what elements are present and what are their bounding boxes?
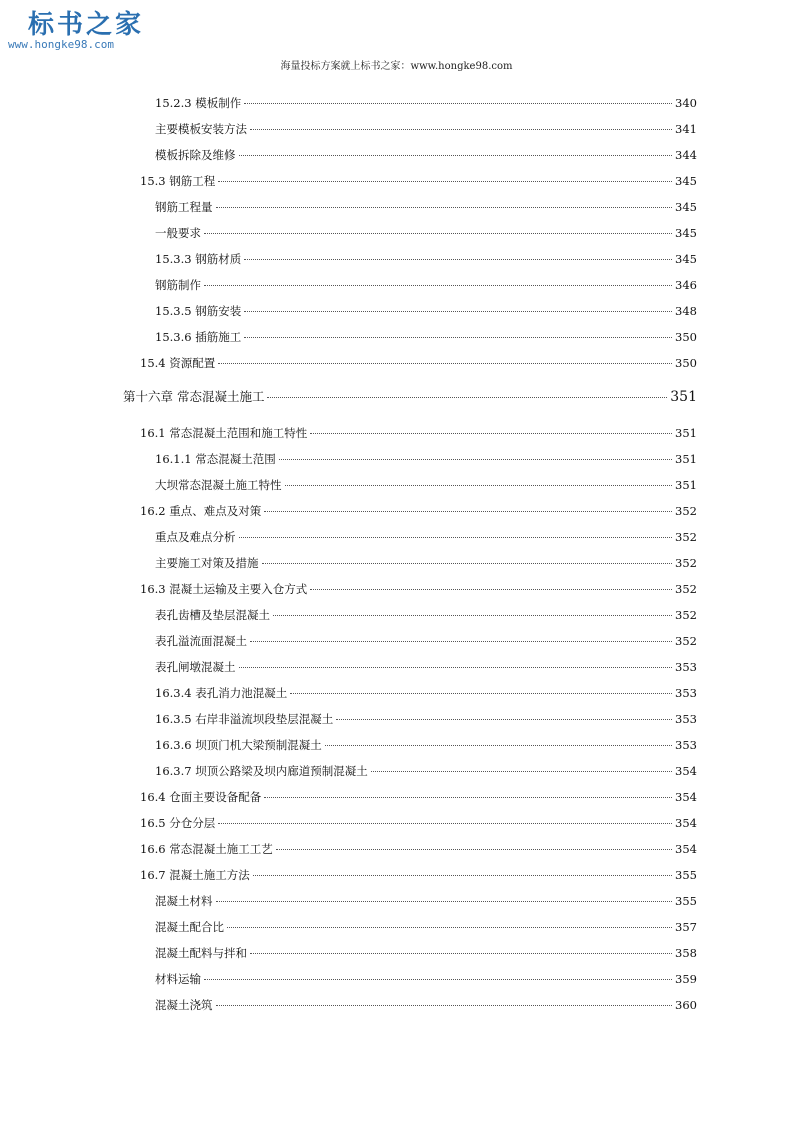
toc-dot-leader (244, 311, 672, 312)
logo-title: 标书之家 (28, 10, 145, 40)
toc-entry-page-number: 352 (675, 582, 697, 596)
toc-entry[interactable] (140, 356, 697, 370)
toc-dot-leader (216, 207, 673, 208)
toc-entry-page-number: 353 (675, 712, 697, 726)
toc-entry-page-number: 345 (675, 226, 697, 240)
toc-entry-label: 表孔齿槽及垫层混凝土 (155, 608, 270, 622)
toc-entry[interactable] (155, 894, 697, 908)
toc-entry-page-number: 354 (675, 764, 697, 778)
toc-entry[interactable] (140, 582, 697, 596)
toc-entry-page-number: 346 (675, 278, 697, 292)
toc-dot-leader (250, 953, 672, 954)
toc-dot-leader (250, 129, 672, 130)
toc-dot-leader (264, 797, 672, 798)
toc-entry-label: 16.3.5 右岸非溢流坝段垫层混凝土 (155, 712, 334, 726)
toc-entry-label: 15.3.6 插筋施工 (155, 330, 242, 344)
toc-entry-page-number: 351 (675, 426, 697, 440)
toc-entry-label: 16.3 混凝土运输及主要入仓方式 (140, 582, 308, 596)
toc-entry[interactable] (140, 504, 697, 518)
toc-entry-label: 模板拆除及维修 (155, 148, 236, 162)
toc-dot-leader (244, 103, 672, 104)
toc-entry-page-number: 350 (675, 356, 697, 370)
toc-entry-label: 表孔溢流面混凝土 (155, 634, 247, 648)
toc-entry-label: 第十六章 常态混凝土施工 (123, 389, 265, 404)
toc-entry-page-number: 353 (675, 660, 697, 674)
toc-entry[interactable] (155, 946, 697, 960)
toc-entry-label: 重点及难点分析 (155, 530, 236, 544)
toc-entry-page-number: 341 (675, 122, 697, 136)
toc-entry-page-number: 340 (675, 96, 697, 110)
toc-entry[interactable] (155, 304, 697, 318)
toc-entry-page-number: 352 (675, 634, 697, 648)
toc-entry-label: 主要模板安装方法 (155, 122, 247, 136)
toc-dot-leader (253, 875, 672, 876)
toc-entry-label: 15.2.3 模板制作 (155, 96, 242, 110)
toc-entry-page-number: 353 (675, 686, 697, 700)
toc-entry[interactable] (155, 530, 697, 544)
toc-entry-label: 16.3.7 坝顶公路梁及坝内廊道预制混凝土 (155, 764, 368, 778)
toc-entry-page-number: 350 (675, 330, 697, 344)
toc-entry-label: 混凝土配合比 (155, 920, 224, 934)
toc-dot-leader (218, 363, 672, 364)
toc-dot-leader (285, 485, 673, 486)
toc-entry-label: 表孔闸墩混凝土 (155, 660, 236, 674)
toc-entry[interactable] (155, 478, 697, 492)
toc-entry[interactable] (140, 868, 697, 882)
toc-dot-leader (264, 511, 672, 512)
toc-entry[interactable] (155, 712, 697, 726)
toc-entry-page-number: 359 (675, 972, 697, 986)
toc-entry[interactable] (155, 252, 697, 266)
toc-dot-leader (239, 537, 673, 538)
toc-entry-page-number: 355 (675, 868, 697, 882)
toc-entry-page-number: 352 (675, 608, 697, 622)
toc-chapter-entry[interactable] (123, 390, 697, 404)
logo-url: www.hongke98.com (8, 38, 114, 51)
toc-entry[interactable] (155, 148, 697, 162)
toc-dot-leader (273, 615, 672, 616)
toc-dot-leader (244, 259, 672, 260)
toc-dot-leader (290, 693, 672, 694)
toc-entry-label: 钢筋制作 (155, 278, 201, 292)
toc-entry-label: 混凝土配料与拌和 (155, 946, 247, 960)
toc-entry-label: 16.3.4 表孔消力池混凝土 (155, 686, 288, 700)
toc-entry-page-number: 352 (675, 556, 697, 570)
toc-entry-label: 15.4 资源配置 (140, 356, 216, 370)
toc-dot-leader (371, 771, 672, 772)
toc-entry-page-number: 351 (675, 478, 697, 492)
toc-entry-label: 16.7 混凝土施工方法 (140, 868, 250, 882)
toc-dot-leader (239, 667, 673, 668)
toc-entry[interactable] (155, 764, 697, 778)
toc-entry-label: 15.3.3 钢筋材质 (155, 252, 242, 266)
toc-entry-page-number: 354 (675, 816, 697, 830)
toc-entry-label: 大坝常态混凝土施工特性 (155, 478, 282, 492)
toc-entry[interactable] (140, 842, 697, 856)
toc-entry-label: 16.6 常态混凝土施工工艺 (140, 842, 273, 856)
toc-entry[interactable] (140, 816, 697, 830)
toc-entry[interactable] (155, 738, 697, 752)
toc-dot-leader (276, 849, 672, 850)
toc-entry-label: 15.3 钢筋工程 (140, 174, 216, 188)
toc-dot-leader (262, 563, 673, 564)
toc-dot-leader (204, 979, 672, 980)
toc-entry[interactable] (155, 634, 697, 648)
toc-entry-label: 16.1.1 常态混凝土范围 (155, 452, 276, 466)
toc-entry-label: 16.4 仓面主要设备配备 (140, 790, 262, 804)
toc-entry[interactable] (155, 660, 697, 674)
toc-entry-page-number: 357 (675, 920, 697, 934)
toc-entry[interactable] (140, 174, 697, 188)
toc-entry-label: 钢筋工程量 (155, 200, 213, 214)
toc-entry-page-number: 352 (675, 504, 697, 518)
toc-entry[interactable] (155, 452, 697, 466)
toc-entry-label: 16.5 分仓分层 (140, 816, 216, 830)
toc-entry-label: 材料运输 (155, 972, 201, 986)
toc-entry[interactable] (155, 226, 697, 240)
toc-entry[interactable] (155, 920, 697, 934)
toc-entry-label: 一般要求 (155, 226, 201, 240)
toc-dot-leader (218, 181, 672, 182)
toc-entry-label: 主要施工对策及措施 (155, 556, 259, 570)
toc-dot-leader (267, 397, 667, 398)
toc-entry-label: 16.2 重点、难点及对策 (140, 504, 262, 518)
toc-entry-page-number: 355 (675, 894, 697, 908)
toc-entry-page-number: 360 (675, 998, 697, 1012)
toc-entry-page-number: 353 (675, 738, 697, 752)
toc-dot-leader (336, 719, 672, 720)
toc-entry-label: 16.3.6 坝顶门机大梁预制混凝土 (155, 738, 322, 752)
toc-dot-leader (310, 433, 672, 434)
toc-entry[interactable] (155, 330, 697, 344)
toc-entry[interactable] (140, 426, 697, 440)
toc-dot-leader (279, 459, 672, 460)
toc-entry-page-number: 345 (675, 200, 697, 214)
toc-entry[interactable] (155, 278, 697, 292)
toc-entry-page-number: 348 (675, 304, 697, 318)
toc-dot-leader (244, 337, 672, 338)
toc-entry-page-number: 351 (670, 389, 697, 405)
toc-entry-page-number: 351 (675, 452, 697, 466)
toc-entry-page-number: 345 (675, 174, 697, 188)
toc-entry-page-number: 354 (675, 790, 697, 804)
page-header: 海量投标方案就上标书之家：www.hongke98.com (280, 61, 513, 72)
toc-entry[interactable] (155, 998, 697, 1012)
toc-dot-leader (216, 1005, 673, 1006)
toc-entry-label: 混凝土材料 (155, 894, 213, 908)
toc-entry-page-number: 354 (675, 842, 697, 856)
toc-dot-leader (227, 927, 672, 928)
toc-dot-leader (250, 641, 672, 642)
toc-entry[interactable] (155, 608, 697, 622)
toc-dot-leader (239, 155, 673, 156)
site-logo (6, 4, 156, 54)
toc-dot-leader (216, 901, 673, 902)
toc-entry-page-number: 344 (675, 148, 697, 162)
toc-entry-page-number: 358 (675, 946, 697, 960)
toc-entry[interactable] (155, 200, 697, 214)
toc-entry-page-number: 345 (675, 252, 697, 266)
toc-dot-leader (204, 233, 672, 234)
toc-dot-leader (218, 823, 672, 824)
toc-entry[interactable] (155, 972, 697, 986)
toc-entry[interactable] (155, 686, 697, 700)
toc-entry-label: 混凝土浇筑 (155, 998, 213, 1012)
toc-entry[interactable] (155, 122, 697, 136)
toc-entry[interactable] (140, 790, 697, 804)
toc-entry-page-number: 352 (675, 530, 697, 544)
toc-dot-leader (204, 285, 672, 286)
toc-dot-leader (310, 589, 672, 590)
toc-entry-label: 16.1 常态混凝土范围和施工特性 (140, 426, 308, 440)
toc-entry-label: 15.3.5 钢筋安装 (155, 304, 242, 318)
toc-entry[interactable] (155, 96, 697, 110)
toc-entry[interactable] (155, 556, 697, 570)
toc-dot-leader (325, 745, 672, 746)
